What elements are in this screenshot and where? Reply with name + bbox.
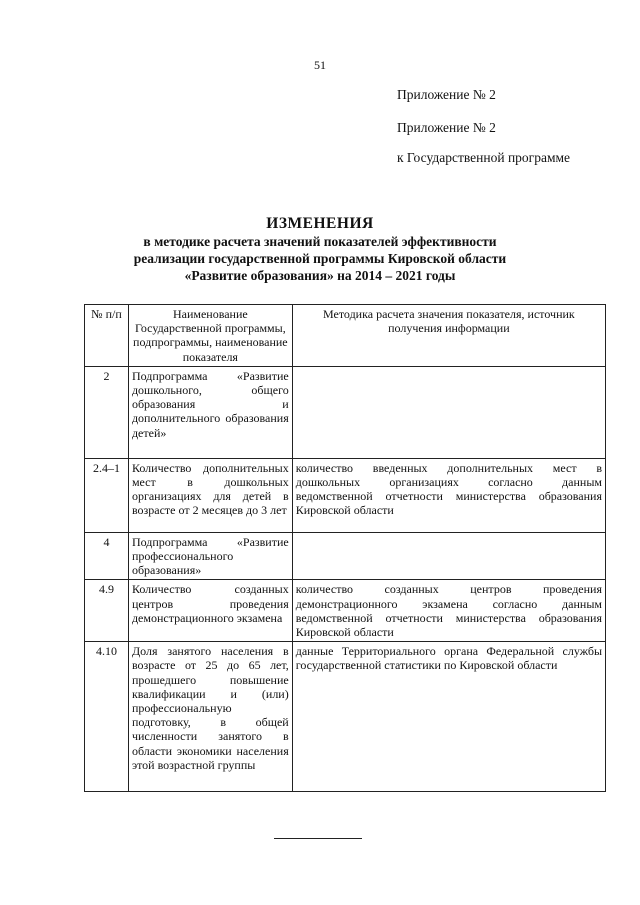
- title-heading: ИЗМЕНЕНИЯ: [266, 215, 374, 232]
- appendix-label: Приложение № 2: [397, 87, 496, 102]
- table-row: [85, 580, 606, 642]
- row-num: 4.9: [85, 580, 129, 642]
- row-name: Количество созданных центров проведения демонстрационного экзамена: [128, 580, 292, 642]
- row-method: [292, 532, 605, 580]
- row-method: данные Территориального органа Федеральной службы государственной статистики по Кировской области: [292, 642, 605, 792]
- appendix-program-ref: к Государственной программе: [397, 150, 571, 165]
- row-num: 4: [85, 532, 129, 580]
- table-row: [85, 366, 606, 458]
- row-num: 4.10: [85, 642, 129, 792]
- changes-table: [84, 304, 606, 792]
- header-name: Наименование Государственной программы, подпрограммы, наименование показателя: [128, 305, 292, 367]
- row-method: [292, 366, 605, 458]
- title-line-2: реализации государственной программы Кировской области: [133, 251, 507, 266]
- row-name: Количество дополнительных мест в дошкольных организациях для детей в возрасте от 2 месяцев до 3 лет: [128, 458, 292, 532]
- table-header-row: [85, 305, 606, 367]
- row-name: Подпрограмма «Развитие профессионального образования»: [128, 532, 292, 580]
- row-num: 2: [85, 366, 129, 458]
- bottom-rule: [274, 838, 362, 839]
- row-method: количество введенных дополнительных мест в дошкольных организациях согласно данным ведомственной отчетности министерства образования Кировской области: [292, 458, 605, 532]
- table-row: [85, 642, 606, 792]
- title-line-1: в методике расчета значений показателей эффективности: [143, 234, 497, 249]
- row-method: количество созданных центров проведения демонстрационного экзамена согласно данным ведомственной отчетности министерства образования Кировской области: [292, 580, 605, 642]
- document-title: [0, 214, 640, 284]
- header-num: № п/п: [85, 305, 129, 367]
- appendix-label-repeat: Приложение № 2: [397, 120, 496, 135]
- row-num: 2.4–1: [85, 458, 129, 532]
- page-number: 51: [314, 58, 326, 72]
- table-row: [85, 458, 606, 532]
- title-line-3: «Развитие образования» на 2014 – 2021 годы: [184, 268, 456, 283]
- header-method: Методика расчета значения показателя, источник получения информации: [292, 305, 605, 367]
- row-name: Подпрограмма «Развитие дошкольного, общего образования и дополнительного образования детей»: [128, 366, 292, 458]
- table-row: [85, 532, 606, 580]
- row-name: Доля занятого населения в возрасте от 25 до 65 лет, прошедшего повышение квалификации и (или) профессиональную подготовку, в общей численности занятого в области экономики населения этой возрастной группы: [128, 642, 292, 792]
